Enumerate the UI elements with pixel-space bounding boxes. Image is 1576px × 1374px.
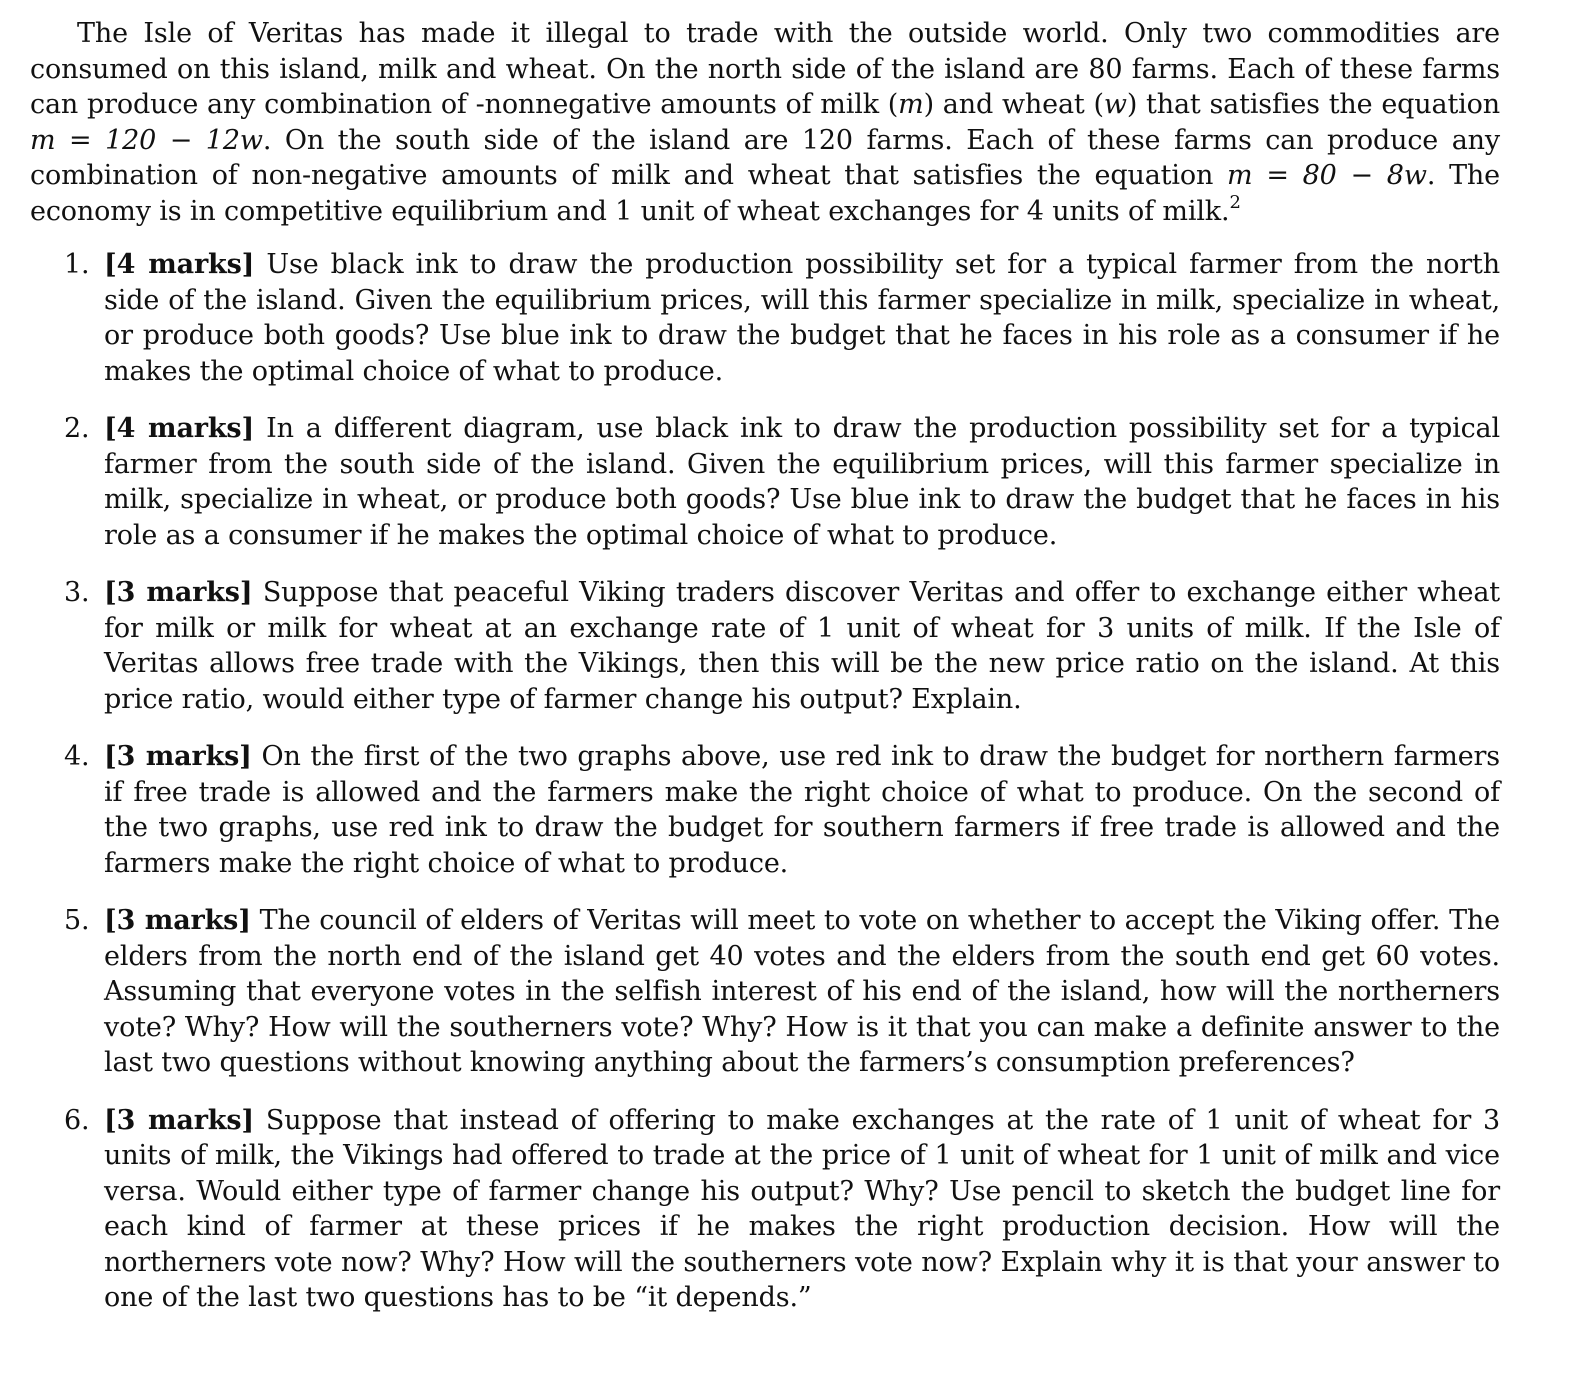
intro-paragraph [30,16,1500,229]
intro-text-2: ) and wheat ( [923,89,1104,120]
question-item [30,1103,1500,1316]
var-m: m [898,89,924,120]
question-marks: [3 marks] [104,577,253,608]
question-text: Suppose that peaceful Viking traders discover Veritas and offer to exchange either wheat for milk or milk for wheat at an exchange rate of 1 unit of wheat for 3 units of milk. If the Isle of Veritas allows free trade with the Vikings, then this will be the new price ratio on the island. At this price ratio, would either type of farmer change his output? Explain. [104,577,1500,715]
question-text: Use black ink to draw the production possibility set for a typical farmer from the north side of the island. Given the equilibrium prices, will this farmer specialize in milk, specialize in wheat, or produce both goods? Use blue ink to draw the budget that he faces in his role as a consumer if he makes the optimal choice of what to produce. [104,249,1500,387]
question-marks: [3 marks] [104,741,252,772]
intro-text-3: ) that satisfies the equation [1126,89,1500,120]
intro-text-5: . The economy is in competitive equilibrium and 1 unit of wheat exchanges for 4 units of milk. [30,160,1501,227]
document-page [30,16,1500,1338]
question-text: Suppose that instead of offering to make exchanges at the rate of 1 unit of wheat for 3 units of milk, the Vikings had offered to trade at the price of 1 unit of wheat for 1 unit of milk and vice versa. Would either type of farmer change his output? Why? Use pencil to sketch the budget line for each kind of farmer at these prices if he makes the right production decision. How will the northerners vote now? Why? How will the southerners vote now? Explain why it is that your answer to one of the last two questions has to be “it depends.” [104,1104,1500,1313]
question-number: 2. [64,413,90,444]
question-marks: [4 marks] [104,249,255,280]
var-w: w [1103,89,1127,120]
question-number: 3. [64,577,90,608]
question-number: 6. [64,1104,90,1136]
intro-text-4: . On the south side of the island are 120 farms. Each of these farms can produce any combination of non-negative amounts of milk and wheat that satisfies the equation [30,124,1500,191]
question-number: 4. [64,741,90,772]
question-item [30,903,1500,1081]
question-text: The council of elders of Veritas will meet to vote on whether to accept the Viking offer. The elders from the north end of the island get 40 votes and the elders from the south end get 60 votes. Assuming that everyone votes in the selfish interest of his end of the island, how will the northerners vote? Why? How will the southerners vote? Why? How is it that you can make a definite answer to the last two questions without knowing anything about the farmers’s consumption preferences? [104,905,1501,1078]
equation-south: m = 80 − 8w [1227,160,1427,191]
footnote-marker: 2 [1229,191,1241,213]
question-text: On the first of the two graphs above, use red ink to draw the budget for northern farmers if free trade is allowed and the farmers make the right choice of what to produce. On the second of the two graphs, use red ink to draw the budget for southern farmers if free trade is allowed and the farmers make the right choice of what to produce. [104,741,1500,879]
question-marks: [3 marks] [104,905,251,936]
question-number: 5. [64,905,90,936]
intro-text-1: The Isle of Veritas has made it illegal to trade with the outside world. Only two commodities are consumed on this island, milk and wheat. On the north side of the island are 80 farms. Each of these farms can produce any combination of -nonnegative amounts of milk ( [30,18,1500,120]
question-list [30,247,1500,1316]
question-item [30,739,1500,881]
question-item [30,247,1500,389]
equation-north: m = 120 − 12w [30,124,263,156]
question-item [30,575,1500,717]
question-number: 1. [64,249,90,280]
question-marks: [4 marks] [104,413,255,444]
question-marks: [3 marks] [104,1104,255,1136]
question-text: In a different diagram, use black ink to draw the production possibility set for a typical farmer from the south side of the island. Given the equilibrium prices, will this farmer specialize in milk, specialize in wheat, or produce both goods? Use blue ink to draw the budget that he faces in his role as a consumer if he makes the optimal choice of what to produce. [104,413,1500,551]
question-item [30,411,1500,553]
